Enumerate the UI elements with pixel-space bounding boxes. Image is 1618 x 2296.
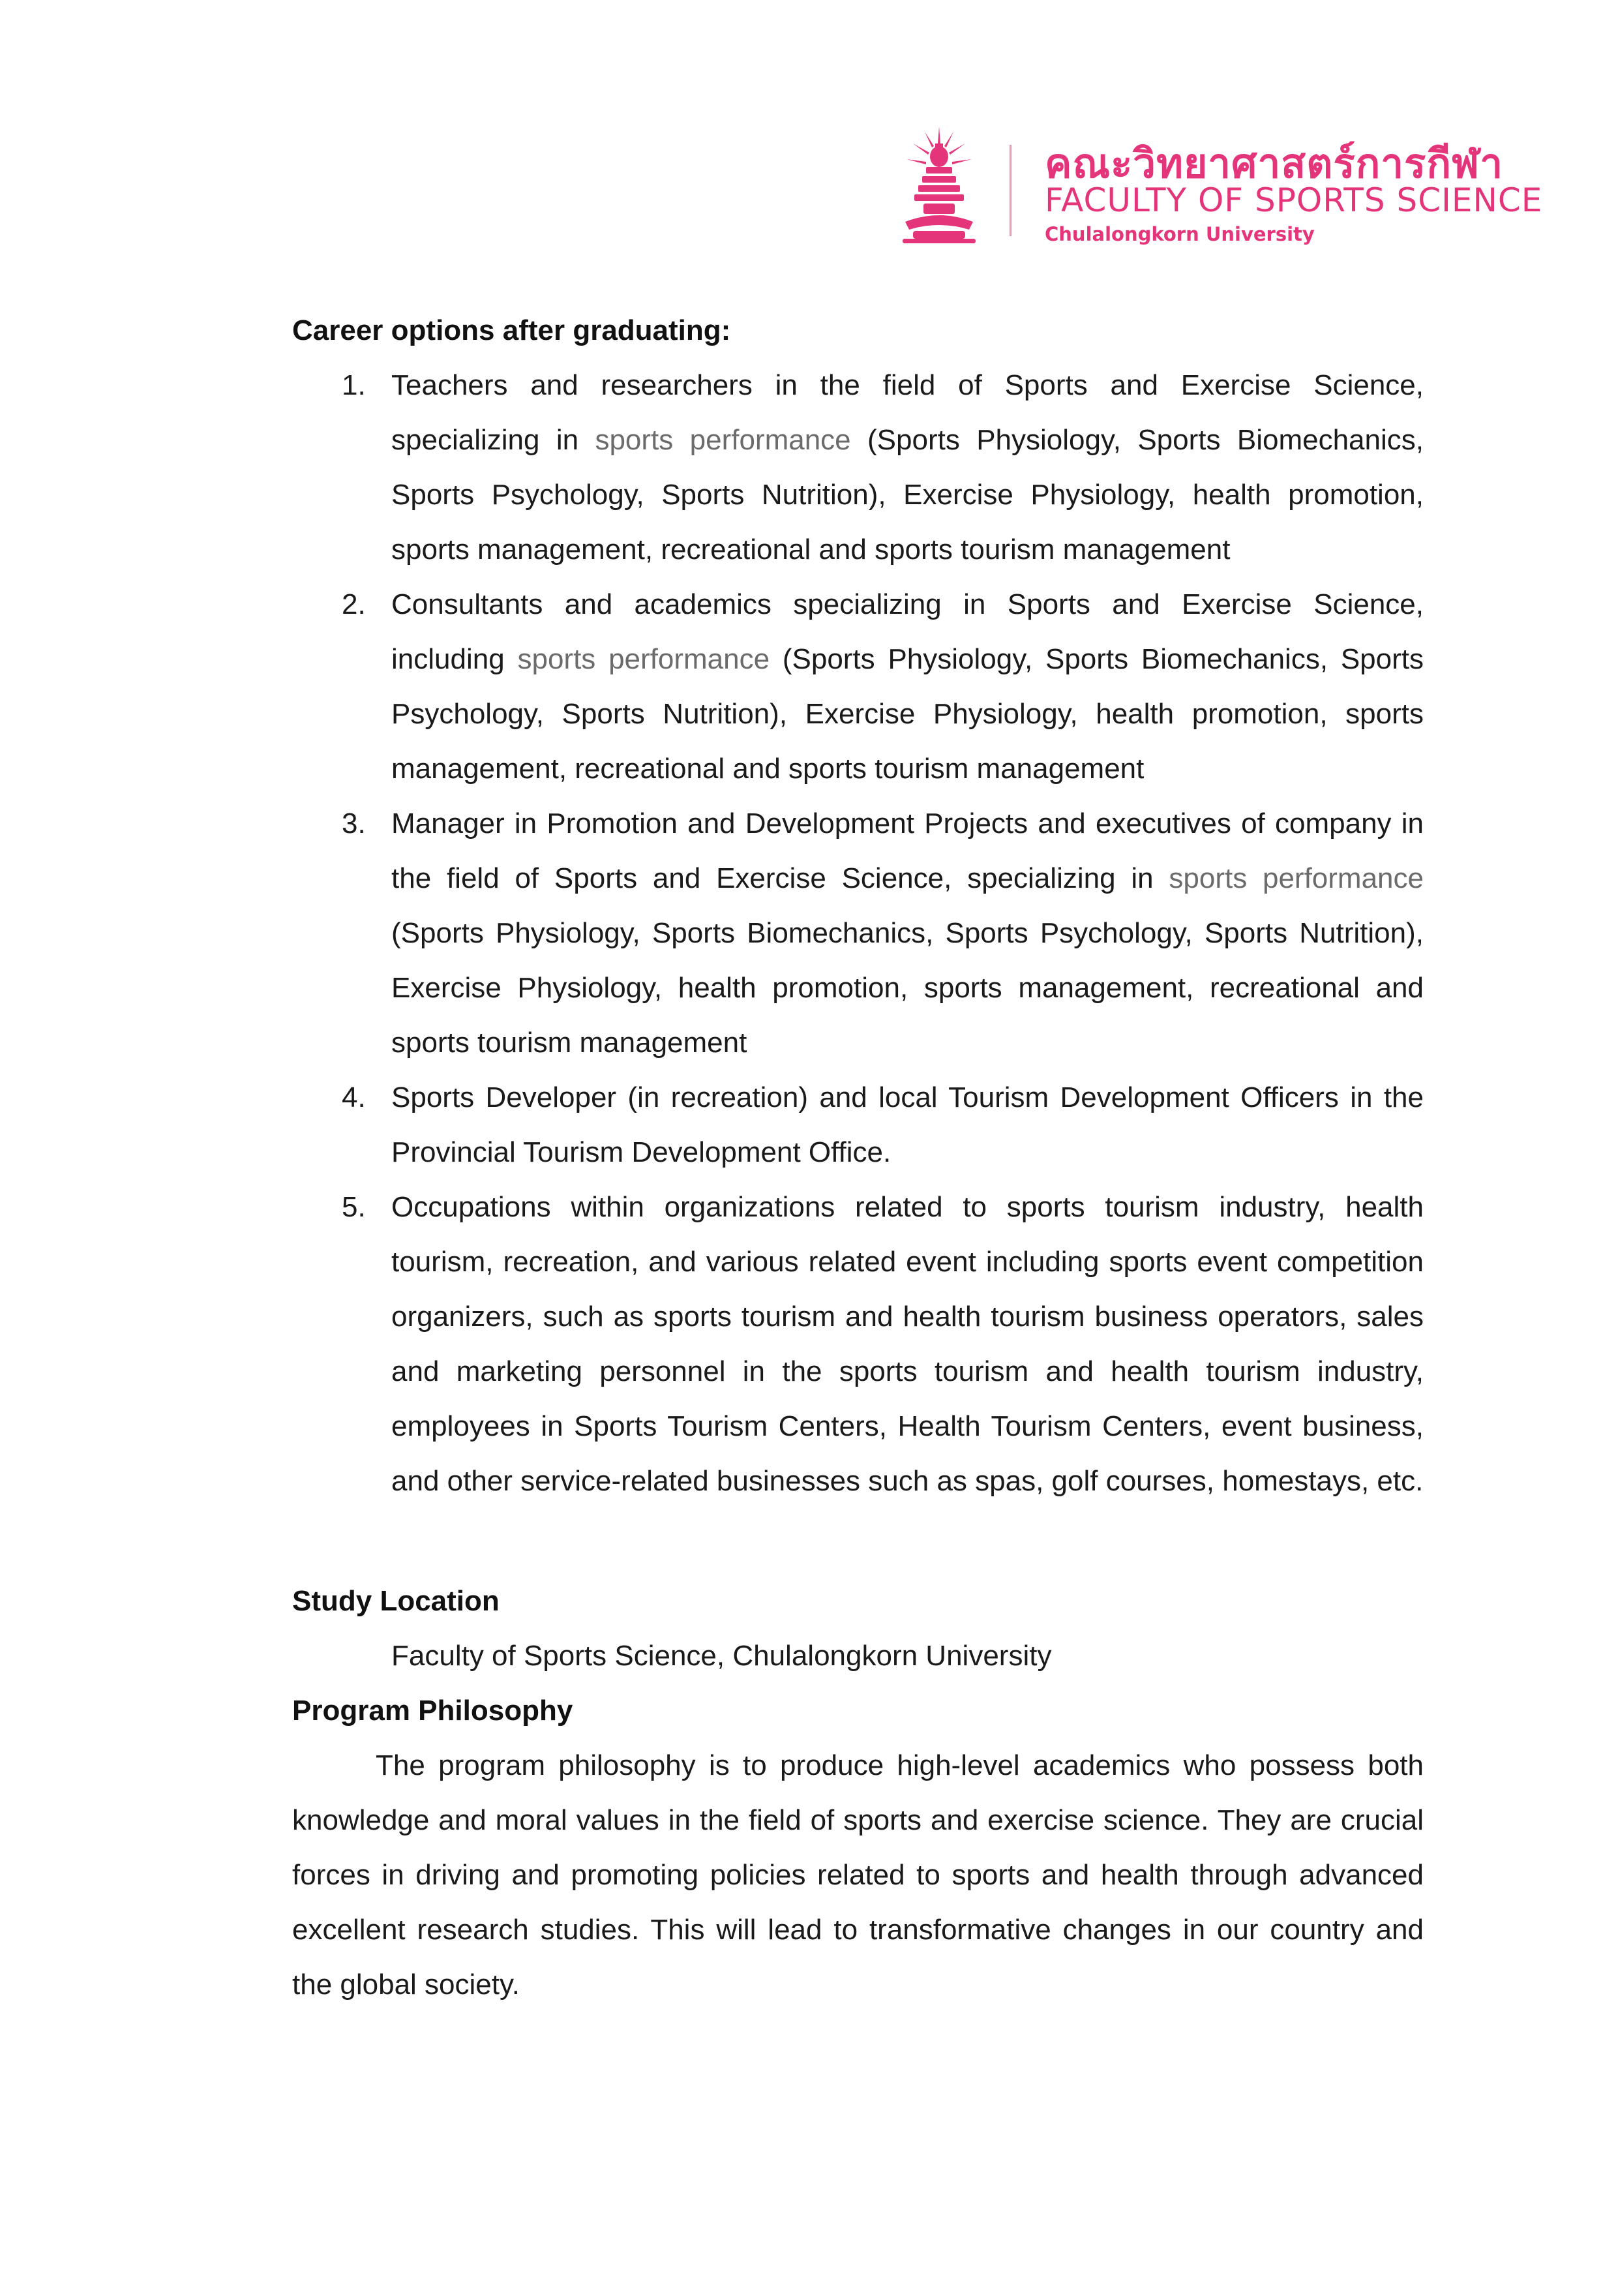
list-item: [292, 796, 1424, 1070]
logo-divider: [1010, 145, 1011, 236]
university-seal-icon: [900, 124, 978, 245]
faculty-english-name: FACULTY OF SPORTS SCIENCE: [1045, 181, 1543, 219]
career-list: [292, 358, 1424, 1509]
list-item: [292, 358, 1424, 577]
list-item: [292, 1180, 1424, 1509]
item-text: Teachers and researchers in the field of Sports and Exercise Science, specializing in: [391, 369, 1424, 456]
item-text: Sports Developer (in recreation) and local Tourism Development Officers in the Provincial Tourism Development Office.: [391, 1081, 1424, 1168]
faculty-thai-name: คณะวิทยาศาสตร์การกีฬา: [1045, 140, 1504, 187]
item-number: 5.: [342, 1191, 366, 1223]
page-content: [292, 303, 1424, 2012]
item-text: Occupations within organizations related to sports tourism industry, health tourism, recreation, and various related event including sports event competition organizers, such as sports tourism and health tourism business operators, sales and marketing personnel in the sports tourism and health tourism industry, employees in Sports Tourism Centers, Health Tourism Centers, event business, and other service-related businesses such as spas, golf courses, homestays, etc.: [391, 1191, 1424, 1497]
item-number: 2.: [342, 588, 366, 620]
highlight-text: sports performance: [595, 424, 851, 456]
faculty-logo: [900, 124, 1543, 248]
item-text: (Sports Physiology, Sports Biomechanics, Sports Psychology, Sports Nutrition), Exercise Physiology, health promotion, sports management, recreational and sports tourism management: [391, 643, 1424, 785]
highlight-text: sports performance: [517, 643, 770, 675]
item-text: Consultants and academics specializing in Sports and Exercise Science, including: [391, 588, 1424, 675]
highlight-text: sports performance: [1169, 862, 1424, 894]
philosophy-paragraph: The program philosophy is to produce high-level academics who possess both knowledge and moral values in the field of sports and exercise science. They are crucial forces in driving and promoting policies related to sports and health through advanced excellent research studies. This will lead to transformative changes in our country and the global society.: [292, 1749, 1424, 2001]
study-location-heading: Study Location: [292, 1585, 500, 1617]
philosophy-heading: Program Philosophy: [292, 1695, 573, 1727]
study-location-text: Faculty of Sports Science, Chulalongkorn University: [391, 1640, 1052, 1672]
section-spacer: [292, 1509, 1424, 1574]
list-item: [292, 1070, 1424, 1180]
list-item: [292, 577, 1424, 796]
item-number: 4.: [342, 1081, 366, 1113]
item-text: (Sports Physiology, Sports Biomechanics, Sports Psychology, Sports Nutrition), Exercise Physiology, health promotion, sports management, recreational and sports tourism management: [391, 424, 1424, 566]
university-name: Chulalongkorn University: [1045, 223, 1315, 245]
item-number: 3.: [342, 808, 366, 839]
item-text: (Sports Physiology, Sports Biomechanics, Sports Psychology, Sports Nutrition), Exercise Physiology, health promotion, sports management, recreational and sports tourism management: [391, 917, 1424, 1059]
item-number: 1.: [342, 369, 366, 401]
item-text: Manager in Promotion and Development Projects and executives of company in the field of Sports and Exercise Science, specializing in: [391, 808, 1424, 894]
career-heading: Career options after graduating:: [292, 314, 731, 346]
